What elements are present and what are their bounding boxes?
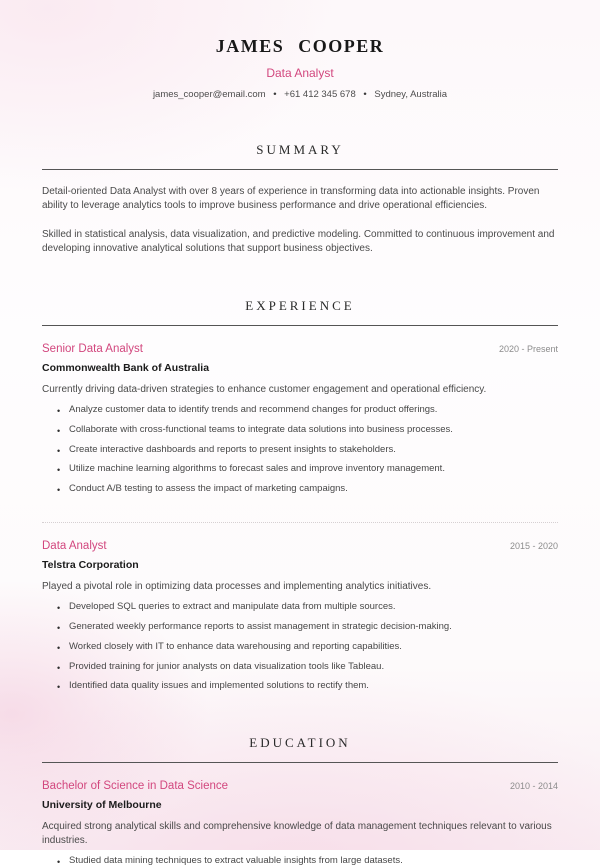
resume-header	[42, 36, 558, 100]
education-bullet-list	[42, 855, 558, 868]
job-bullet: • Conduct A/B testing to assess the impact of marketing campaigns.	[69, 483, 558, 496]
section-rule	[42, 169, 558, 170]
summary-paragraph: Detail-oriented Data Analyst with over 8 years of experience in transforming data into actionable insights. Proven ability to leverage analytics tools to improve business performance and drive operational efficiencies.	[42, 186, 540, 211]
job-bullet: • Provided training for junior analysts on data visualization tools like Tableau.	[69, 661, 558, 674]
education-entry-head	[42, 780, 558, 792]
job-bullet: • Utilize machine learning algorithms to forecast sales and improve inventory management.	[69, 463, 558, 476]
job-dates: 2015 - 2020	[509, 541, 558, 552]
job-company: Commonwealth Bank of Australia	[42, 362, 210, 374]
education-section	[42, 735, 558, 868]
job-company: Telstra Corporation	[42, 559, 139, 572]
education-degree: Bachelor of Science in Data Science	[42, 780, 229, 793]
job-entry	[42, 540, 558, 693]
contact-phone: +61 412 345 678	[284, 89, 356, 100]
summary-section	[42, 142, 558, 256]
summary-paragraph: Skilled in statistical analysis, data visualization, and predictive modeling. Committed to continuous improvement and developing innovative analytical solutions that support business objectives.	[42, 229, 555, 254]
education-heading: EDUCATION	[249, 735, 351, 751]
experience-heading: EXPERIENCE	[245, 298, 355, 313]
job-bullet: • Worked closely with IT to enhance data warehousing and reporting capabilities.	[69, 641, 558, 654]
job-bullet: • Analyze customer data to identify trends and recommend changes for product offerings.	[69, 404, 558, 417]
job-bullet-list	[42, 404, 558, 496]
experience-section	[42, 298, 558, 693]
job-divider	[42, 522, 558, 523]
job-bullet: • Generated weekly performance reports to assist management in strategic decision-making.	[69, 621, 558, 634]
education-description: Acquired strong analytical skills and comprehensive knowledge of data management techniques relevant to various industries.	[42, 821, 552, 847]
section-rule	[42, 325, 558, 326]
candidate-name: JAMES COOPER	[215, 36, 385, 56]
job-bullet: • Identified data quality issues and implemented solutions to rectify them.	[69, 680, 558, 693]
job-position-title: Data Analyst	[42, 540, 107, 553]
contact-location: Sydney, Australia	[374, 89, 448, 100]
section-rule	[42, 762, 558, 763]
contact-separator: •	[273, 89, 277, 100]
job-entry	[42, 343, 558, 496]
job-entry-head	[42, 540, 558, 552]
job-bullet: • Create interactive dashboards and reports to present insights to stakeholders.	[69, 444, 558, 457]
summary-heading: SUMMARY	[256, 142, 344, 157]
education-school: University of Melbourne	[42, 799, 162, 812]
contact-line	[42, 89, 558, 100]
job-dates: 2020 - Present	[498, 344, 558, 354]
job-description: Currently driving data-driven strategies to enhance customer engagement and operational efficiency.	[42, 384, 487, 395]
education-bullet: • Studied data mining techniques to extract valuable insights from large datasets.	[69, 855, 558, 868]
job-bullet: • Developed SQL queries to extract and manipulate data from multiple sources.	[69, 601, 558, 614]
education-dates: 2010 - 2014	[509, 781, 558, 792]
candidate-job-title: Data Analyst	[266, 66, 334, 80]
contact-email: james_cooper@email.com	[152, 89, 266, 100]
job-description: Played a pivotal role in optimizing data processes and implementing analytics initiatives.	[42, 581, 432, 593]
job-entry-head	[42, 343, 558, 355]
education-entry	[42, 780, 558, 868]
job-bullet-list	[42, 601, 558, 693]
job-bullet: • Collaborate with cross-functional teams to integrate data solutions into business processes.	[69, 424, 558, 437]
contact-separator: •	[363, 89, 367, 100]
job-position-title: Senior Data Analyst	[42, 343, 144, 355]
